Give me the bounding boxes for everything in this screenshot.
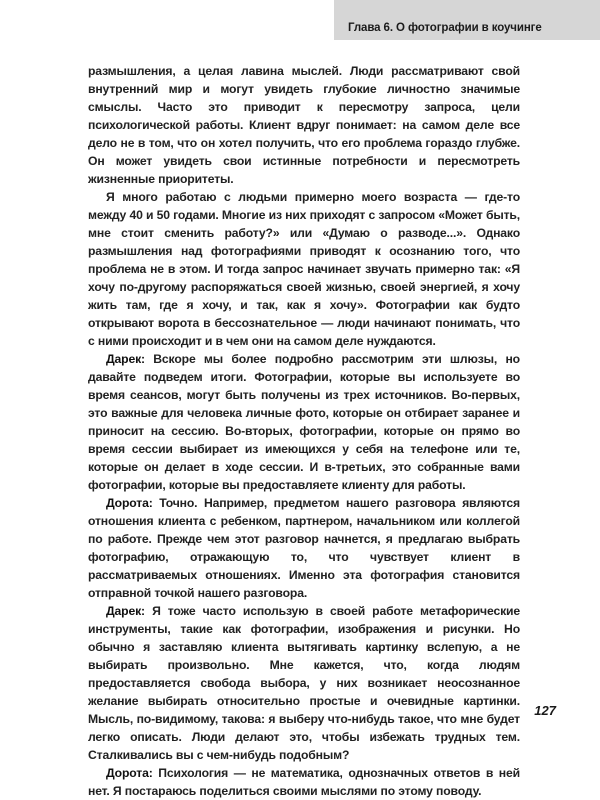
paragraph-text: Психология — не математика, однозначных ответов в ней нет. Я постараюсь поделиться своими мыслями по этому поводу. [88,766,520,798]
paragraph-text: Вскоре мы более подробно рассмотрим эти шлюзы, но давайте подведем итоги. Фотографии, которые вы используете во время сеансов, могут быть получены из трех источников. Во-первых, это важные для человека личные фото, которые он отбирает заранее и приносит на сессию. Во-вторых, фотографии, которые он прямо во время сессии выбирает из имеющихся у себя на телефоне или те, которые он делает в ходе сессии. И в-третьих, это собранные вами фотографии, которые вы предоставляете клиенту для работы. [88,352,520,492]
paragraph-text: размышления, а целая лавина мыслей. Люди рассматривают свой внутренний мир и могут увидеть глубокие личностно значимые смыслы. Часто это приводит к пересмотру запроса, цели психологической работы. Клиент вдруг понимает: на самом деле все дело не в том, что он хотел получить, что его проблема гораздо глубже. Он может увидеть свои истинные потребности и пересмотреть жизненные приоритеты. [88,64,520,186]
paragraph-4 [88,494,520,602]
speaker-name: Дарек: [106,604,145,618]
paragraph-6 [88,764,520,800]
paragraph-5 [88,602,520,764]
paragraph-text: Я много работаю с людьми примерно моего возраста — где-то между 40 и 50 годами. Многие из них приходят с запросом «Может быть, мне стоит сменить работу?» или «Думаю о разводе...». Однако размышления над фотографиями приводят к осознанию того, что проблема не в этом. И тогда запрос начинает звучать примерно так: «Я хочу по-другому распоряжаться своей жизнью, своей энергией, я хочу жить там, где я хочу, и так, как я хочу». Фотографии как будто открывают ворота в бессознательное — люди начинают понимать, что с ними происходит и в чем они на самом деле нуждаются. [88,190,520,348]
paragraph-3 [88,350,520,494]
paragraph-text: Точно. Например, предметом нашего разговора являются отношения клиента с ребенком, партнером, начальником или коллегой по работе. Прежде чем этот разговор начнется, я предлагаю выбрать фотографию, отражающую то, что чувствует клиент в рассматриваемых отношениях. Именно эта фотография становится отправной точкой нашего разговора. [88,496,520,600]
paragraph-1 [88,62,520,188]
speaker-name: Дорота: [106,766,153,780]
speaker-name: Дорота: [106,496,153,510]
paragraph-text: Я тоже часто использую в своей работе метафорические инструменты, такие как фотографии, изображения и рисунки. Но обычно я заставляю клиента вытягивать картинку вслепую, а не выбирать произвольно. Мне кажется, что, когда людям предоставляется свобода выбора, у них возникает неосознанное желание выбирать относительно простые и очевидные картинки. Мысль, по-видимому, такова: я выберу что-нибудь такое, что мне будет легко описать. Люди делают это, чтобы избежать трудных тем. Сталкивались вы с чем-нибудь подобным? [88,604,520,762]
speaker-name: Дарек: [106,352,145,366]
page-number: 127 [534,703,556,718]
paragraph-2 [88,188,520,350]
running-header [334,0,600,40]
chapter-title: Глава 6. О фотографии в коучинге [348,22,542,34]
page-body [88,62,520,800]
